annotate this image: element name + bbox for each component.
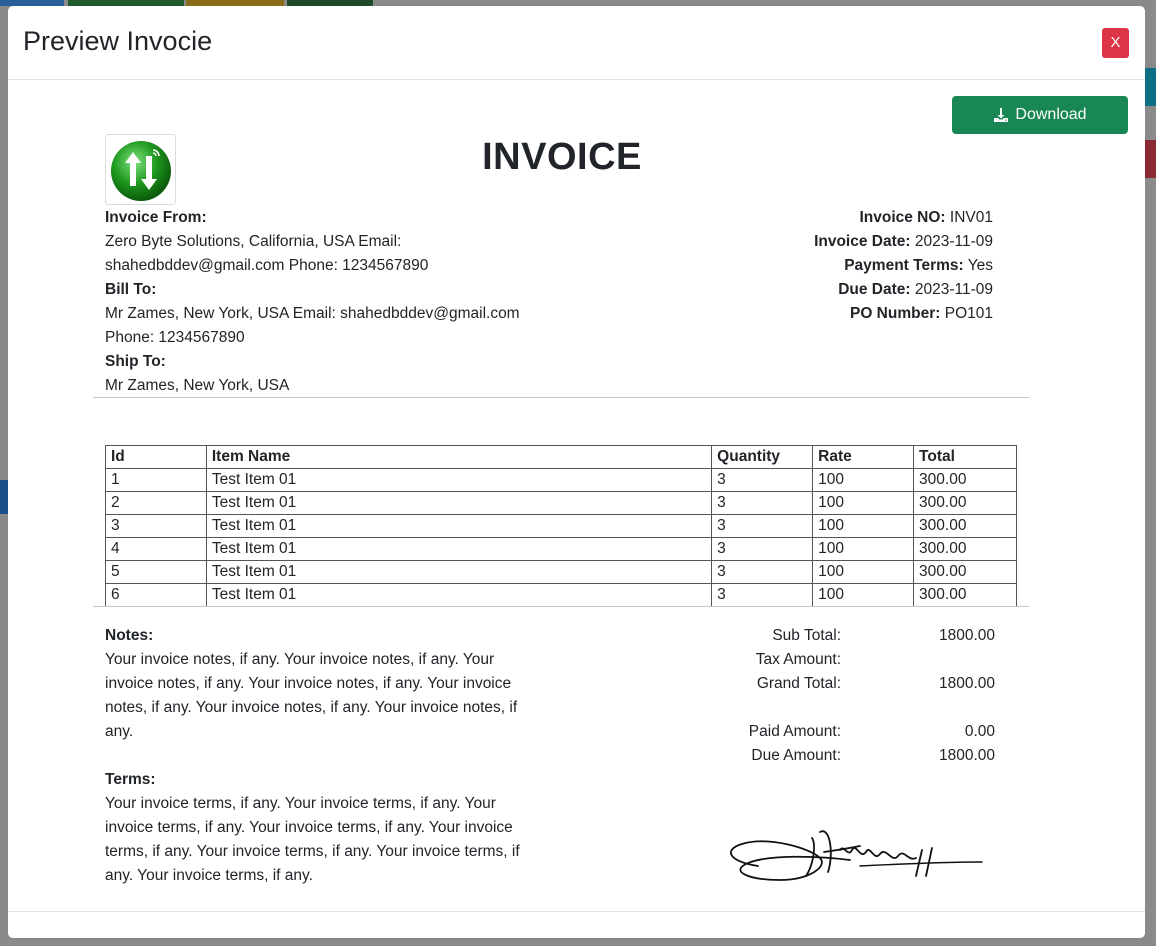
company-logo [105,134,176,205]
cell-rate: 100 [813,492,914,515]
cell-rate: 100 [813,584,914,607]
cell-item-name: Test Item 01 [206,515,711,538]
totals-section [708,624,995,768]
signature-image [720,814,985,889]
download-label: Download [1015,106,1087,123]
due-label: Due Amount: [751,747,841,764]
meta-label: Invoice Date: [814,233,911,250]
background-sidebar-strip [0,480,8,514]
invoice-from-label: Invoice From: [105,209,207,226]
grand-total-value: 1800.00 [938,675,995,692]
paid-label: Paid Amount: [748,723,841,740]
table-row [106,492,1017,515]
meta-value: 2023-11-09 [914,233,993,250]
due-row [708,744,995,768]
tax-row [708,648,995,672]
cell-id: 2 [106,492,207,515]
transfer-arrows-logo-icon [109,138,173,202]
cell-item-name: Test Item 01 [206,492,711,515]
cell-id: 5 [106,561,207,584]
meta-label: PO Number: [849,305,941,322]
paid-value: 0.00 [964,723,995,740]
table-row [106,538,1017,561]
meta-value: INV01 [949,209,993,226]
cell-quantity: 3 [712,561,813,584]
paid-row [708,720,995,744]
invoice-meta [693,206,993,326]
preview-invoice-modal [8,6,1145,938]
invoice-heading: INVOICE [482,136,642,178]
table-header-row [106,446,1017,469]
column-header-total: Total [914,446,1017,469]
cell-id: 3 [106,515,207,538]
invoice-number [693,206,993,230]
meta-label: Due Date: [838,281,911,298]
cell-id: 4 [106,538,207,561]
column-header-rate: Rate [813,446,914,469]
table-row [106,515,1017,538]
payment-terms [693,254,993,278]
divider [93,606,1029,607]
due-value: 1800.00 [938,747,995,764]
cell-total: 300.00 [914,515,1017,538]
sub-total-row [708,624,995,648]
tax-value [841,648,995,672]
grand-total-row [708,672,995,696]
close-button[interactable]: X [1102,28,1129,58]
due-date [693,278,993,302]
notes-label: Notes: [105,627,154,644]
notes-text: Your invoice notes, if any. Your invoice notes, if any. Your invoice notes, if any. Your invoice notes, if any. Your invoice notes, if any. Your invoice notes, if any. Your invoice notes, if any. [105,651,518,740]
cell-item-name: Test Item 01 [206,561,711,584]
tax-label: Tax Amount: [755,651,841,668]
cell-id: 1 [106,469,207,492]
cell-rate: 100 [813,515,914,538]
cell-rate: 100 [813,561,914,584]
sub-total-value: 1800.00 [938,627,995,644]
items-table [105,445,1017,607]
meta-value: Yes [967,257,993,274]
cell-total: 300.00 [914,469,1017,492]
table-row [106,584,1017,607]
cell-total: 300.00 [914,561,1017,584]
modal-header [8,6,1145,80]
divider [93,397,1029,398]
cell-item-name: Test Item 01 [206,538,711,561]
notes-section [105,624,537,888]
cell-quantity: 3 [712,515,813,538]
modal-title: Preview Invocie [23,26,213,56]
bill-to-label: Bill To: [105,281,157,298]
table-row [106,561,1017,584]
meta-value: PO101 [944,305,993,322]
cell-quantity: 3 [712,584,813,607]
cell-total: 300.00 [914,584,1017,607]
cell-rate: 100 [813,469,914,492]
bill-to-text: Mr Zames, New York, USA Email: shahedbddev@gmail.com Phone: 1234567890 [105,305,520,346]
cell-total: 300.00 [914,492,1017,515]
terms-text: Your invoice terms, if any. Your invoice terms, if any. Your invoice terms, if any. Your invoice terms, if any. Your invoice terms, if any. Your invoice terms, if any. Your invoice terms, if any. Your invoice terms, if any. [105,795,520,884]
modal-footer-divider [8,911,1145,912]
grand-total-label: Grand Total: [756,675,841,692]
ship-to-label: Ship To: [105,353,166,370]
invoice-date [693,230,993,254]
meta-value: 2023-11-09 [914,281,993,298]
cell-item-name: Test Item 01 [206,469,711,492]
meta-label: Payment Terms: [844,257,964,274]
cell-quantity: 3 [712,538,813,561]
cell-id: 6 [106,584,207,607]
download-button[interactable] [952,96,1128,134]
po-number [693,302,993,326]
column-header-quantity: Quantity [712,446,813,469]
column-header-id: Id [106,446,207,469]
download-icon [993,107,1009,123]
cell-rate: 100 [813,538,914,561]
table-row [106,469,1017,492]
invoice-from-text: Zero Byte Solutions, California, USA Email: shahedbddev@gmail.com Phone: 1234567890 [105,233,429,274]
cell-total: 300.00 [914,538,1017,561]
ship-to-text: Mr Zames, New York, USA [105,377,290,394]
cell-item-name: Test Item 01 [206,584,711,607]
invoice-parties [105,206,545,398]
meta-label: Invoice NO: [859,209,946,226]
sub-total-label: Sub Total: [772,627,841,644]
column-header-item-name: Item Name [206,446,711,469]
terms-label: Terms: [105,771,156,788]
cell-quantity: 3 [712,492,813,515]
cell-quantity: 3 [712,469,813,492]
